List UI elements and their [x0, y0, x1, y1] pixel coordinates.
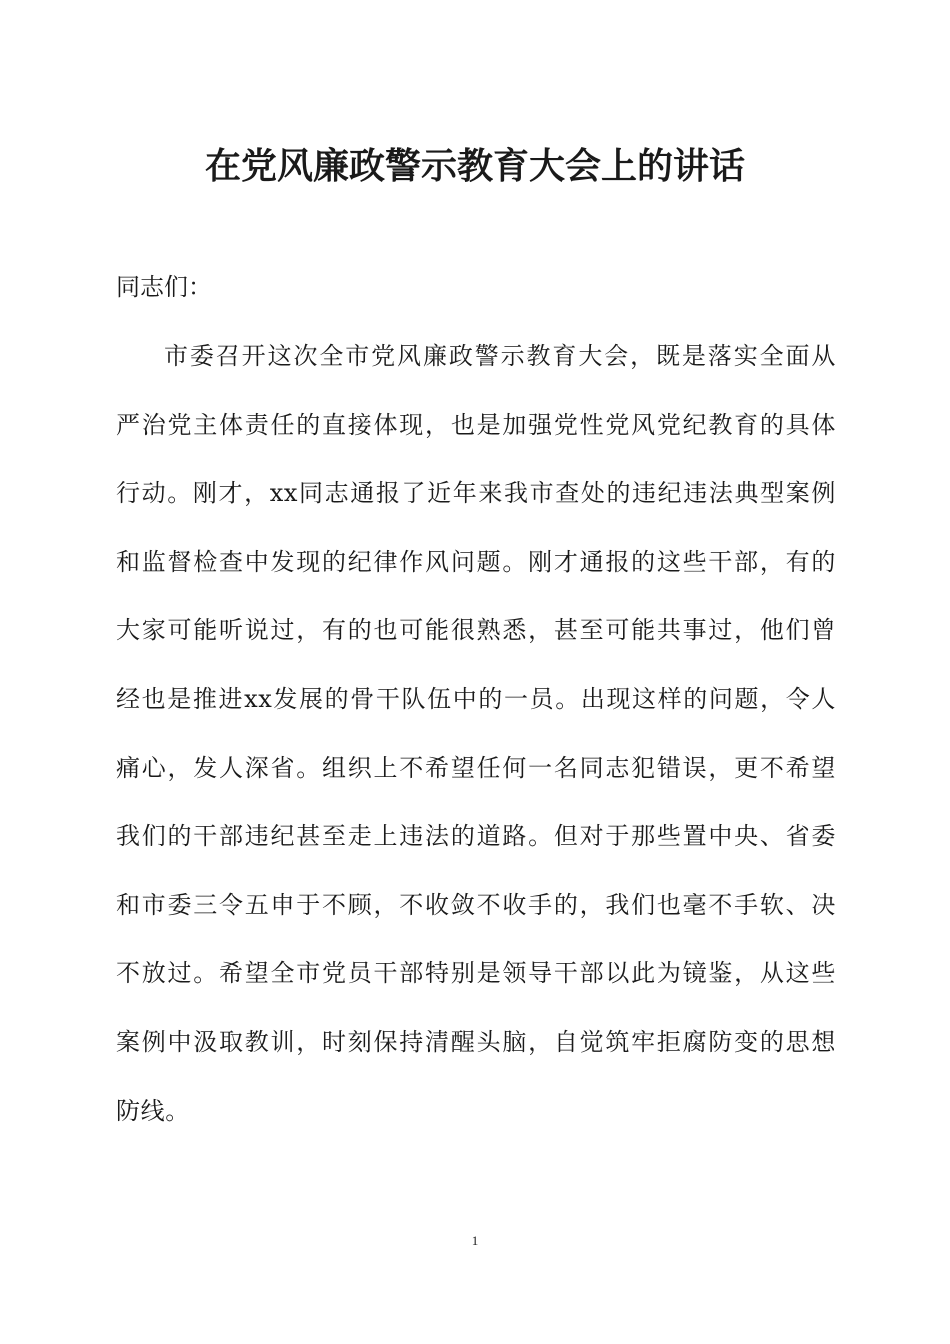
paragraph-line: 严治党主体责任的直接体现，也是加强党性党风党纪教育的具体: [116, 410, 836, 439]
body-paragraph: [116, 336, 836, 1159]
paragraph-line: 经也是推进xx发展的骨干队伍中的一员。出现这样的问题，令人: [116, 684, 836, 713]
paragraph-line: 市委召开这次全市党风廉政警示教育大会，既是落实全面从: [164, 342, 836, 370]
paragraph-line: 我们的干部违纪甚至走上违法的道路。但对于那些置中央、省委: [116, 822, 836, 851]
page-number: 1: [471, 1233, 479, 1248]
salutation: 同志们：: [116, 273, 212, 301]
paragraph-line: 不放过。希望全市党员干部特别是领导干部以此为镜鉴，从这些: [116, 959, 836, 988]
paragraph-line: 大家可能听说过，有的也可能很熟悉，甚至可能共事过，他们曾: [116, 616, 836, 645]
paragraph-line: 案例中汲取教训，时刻保持清醒头脑，自觉筑牢拒腐防变的思想: [116, 1027, 836, 1056]
paragraph-line: 防线。: [116, 1096, 190, 1125]
paragraph-line: 行动。刚才，xx同志通报了近年来我市查处的违纪违法典型案例: [116, 479, 836, 508]
document-title: 在党风廉政警示教育大会上的讲话: [204, 145, 745, 187]
paragraph-line: 和市委三令五申于不顾，不收敛不收手的，我们也毫不手软、决: [116, 890, 836, 919]
paragraph-line: 痛心，发人深省。组织上不希望任何一名同志犯错误，更不希望: [116, 753, 836, 782]
paragraph-line: 和监督检查中发现的纪律作风问题。刚才通报的这些干部，有的: [116, 547, 836, 576]
